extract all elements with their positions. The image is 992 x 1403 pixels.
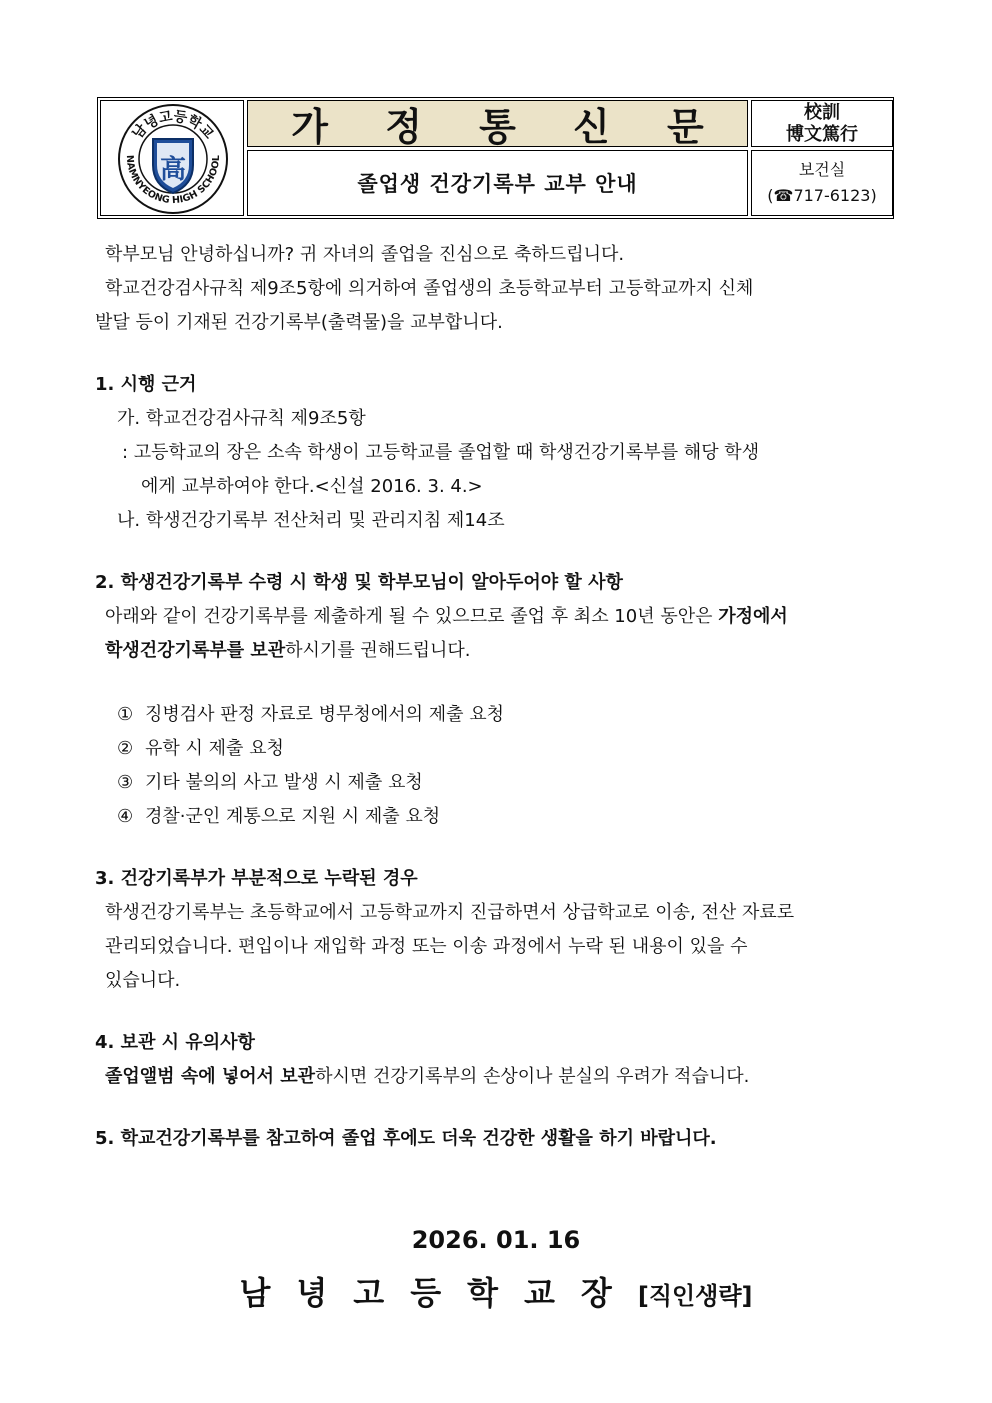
issue-date: 2026. 01. 16 [411,1226,581,1254]
section-3-line-3: 있습니다. [105,970,181,991]
list-item [117,804,440,830]
list-item [117,736,284,762]
contact-cell [751,150,893,216]
section-3-line-1: 학생건강기록부는 초등학교에서 고등학교까지 진급하면서 상급학교로 이송, 전산 자료로 [105,902,795,923]
motto-line-1: 校訓 [804,101,840,123]
section-2-line-2-bold: 학생건강기록부를 보관 [105,640,286,661]
subject-cell [247,150,748,216]
section-4-heading: 4. 보관 시 유의사항 [95,1032,255,1053]
section-2-line-2 [105,638,470,664]
intro-line-3: 발달 등이 기재된 건강기록부(출력물)을 교부합니다. [95,312,503,333]
list-item [117,702,504,728]
section-1-item-b: 나. 학생건강기록부 전산처리 및 관리지침 제14조 [117,510,505,531]
phone-number: (☎717-6123) [767,186,877,205]
logo-ring-bottom-text: NAMNYEONG HIGH SCHOOL [123,154,223,207]
school-motto-cell [751,100,893,147]
list-item-number: ④ [117,806,134,827]
section-3-heading: 3. 건강기록부가 부분적으로 누락된 경우 [95,868,418,889]
newsletter-title: 가 정 통 신 문 [291,105,726,149]
section-2-line-1 [105,604,788,630]
intro-line-2 [105,276,895,302]
section-4-bold: 졸업앨범 속에 넣어서 보관 [105,1066,316,1087]
list-item-number: ① [117,704,134,725]
section-1-item-a-desc-1: : 고등학교의 장은 소속 학생이 고등학교를 졸업할 때 학생건강기록부를 해당 학생 [122,442,760,463]
department: 보건실 [798,160,846,179]
section-5-heading: 5. 학교건강기록부를 참고하여 졸업 후에도 더욱 건강한 생활을 하기 바랍니다. [95,1128,717,1149]
section-3-line-2: 관리되었습니다. 편입이나 재입학 과정 또는 이송 과정에서 누락 된 내용이 있을 수 [105,936,748,957]
list-item [117,770,423,796]
newsletter-title-cell [247,100,748,147]
logo-ring-top-text: 남녕고등학교 [129,108,217,143]
motto-line-2: 博文篤行 [786,123,858,145]
section-1-heading: 1. 시행 근거 [95,374,197,395]
intro-line-1: 학부모님 안녕하십니까? 귀 자녀의 졸업을 진심으로 축하드립니다. [105,244,625,265]
list-item-text: 기타 불의의 사고 발생 시 제출 요청 [145,772,423,793]
section-1-item-a: 가. 학교건강검사규칙 제9조5항 [117,408,366,429]
intro-line-2-text: 학교건강검사규칙 제9조5항에 의거하여 졸업생의 초등학교부터 고등학교까지 신체 [105,278,754,299]
list-item-number: ③ [117,772,134,793]
list-item-text: 경찰·군인 계통으로 지원 시 제출 요청 [145,806,441,827]
list-item-text: 징병검사 판정 자료로 병무청에서의 제출 요청 [145,704,504,725]
section-4-text: 하시면 건강기록부의 손상이나 분실의 우려가 적습니다. [315,1066,750,1087]
section-2-line-2-text: 하시기를 권해드립니다. [285,640,471,661]
section-1-item-a-desc-2: 에게 교부하여야 한다.<신설 2016. 3. 4.> [141,476,483,497]
section-2-line-1-text: 아래와 같이 건강기록부를 제출하게 될 수 있으므로 졸업 후 최소 10년 동안은 [105,606,719,627]
list-item-text: 유학 시 제출 요청 [145,738,284,759]
logo-center-char: 高 [159,155,187,185]
section-4-line [105,1064,749,1090]
school-emblem-icon [101,101,243,215]
section-2-line-1-bold: 가정에서 [718,606,788,627]
principal-signature [0,1268,992,1314]
newsletter-subject: 졸업생 건강기록부 교부 안내 [357,172,638,196]
seal-omitted-note: [직인생략] [637,1282,753,1310]
school-logo-cell [100,100,244,216]
section-2-heading: 2. 학생건강기록부 수령 시 학생 및 학부모님이 알아두어야 할 사항 [95,572,623,593]
principal-title: 남녕고등학교장 [239,1274,638,1312]
header-table [97,97,894,219]
list-item-number: ② [117,738,134,759]
